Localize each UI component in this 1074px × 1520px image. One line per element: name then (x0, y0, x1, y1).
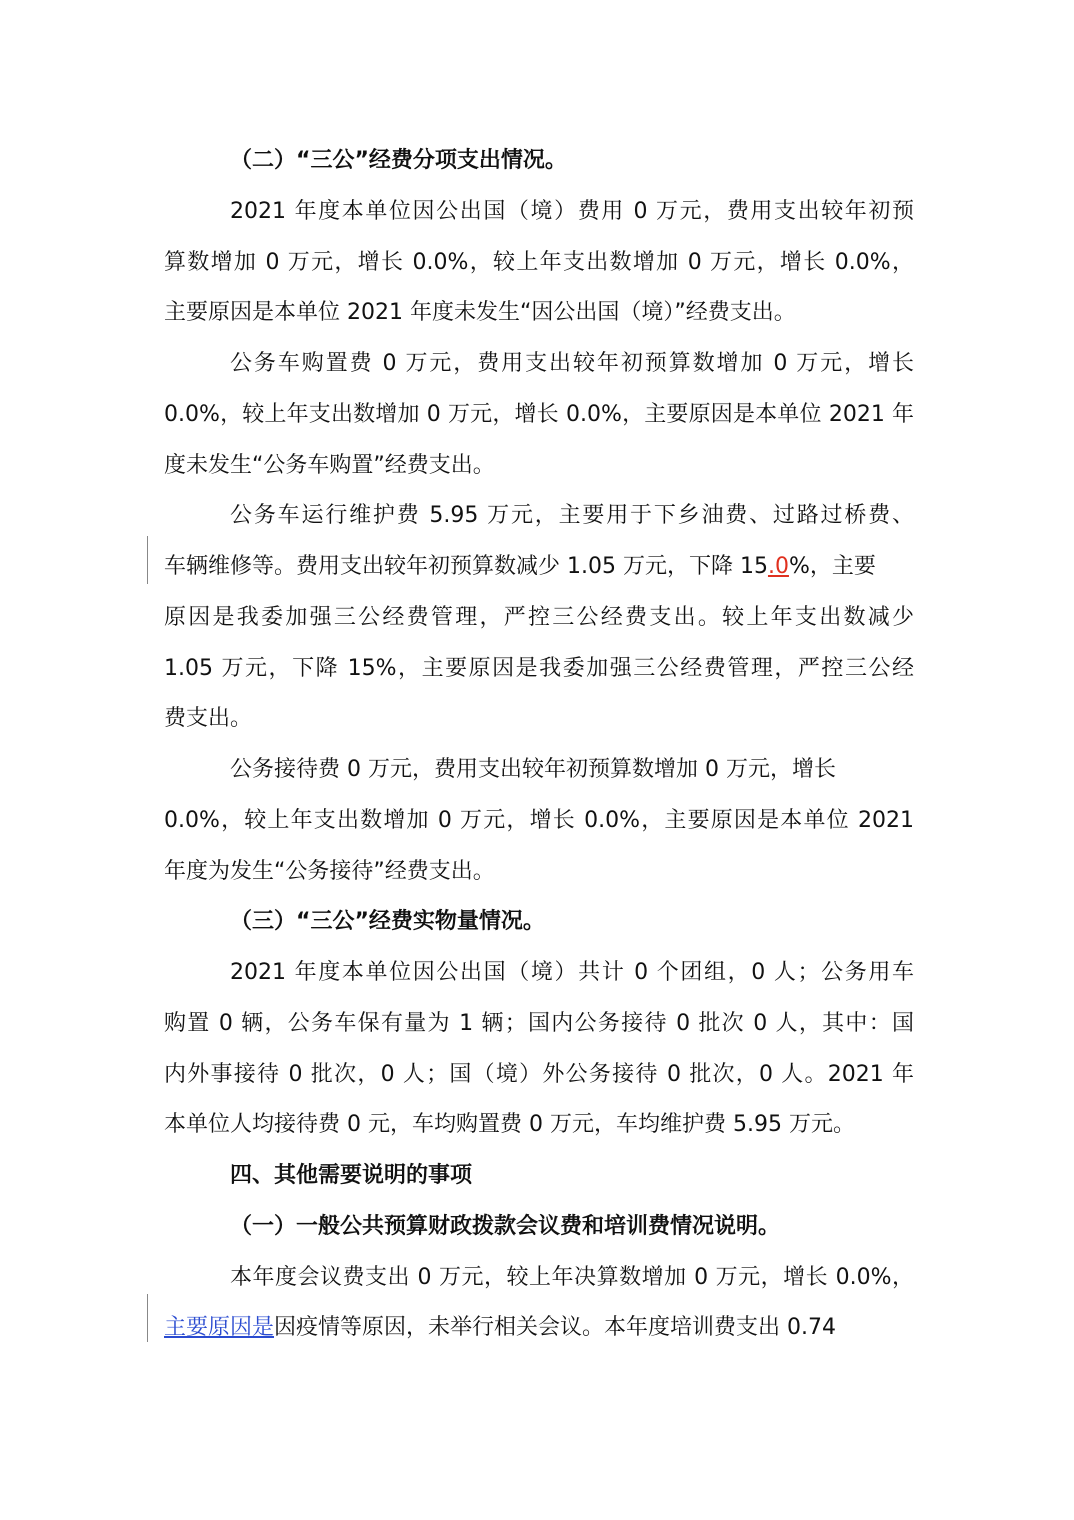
section-heading-physical-quantity: （三）“三公”经费实物量情况。 (230, 909, 545, 934)
paragraph-line: 本年度会议费支出 0 万元，较上年决算数增加 0 万元，增长 0.0%， (230, 1265, 914, 1290)
tracked-change-insertion[interactable]: .0 (767, 554, 789, 579)
section-heading-other-matters: 四、其他需要说明的事项 (230, 1163, 473, 1188)
paragraph-line: 度未发生“公务车购置”经费支出。 (164, 453, 495, 478)
paragraph-line: 费支出。 (164, 706, 253, 731)
revision-change-bar (147, 1294, 148, 1342)
paragraph-line: 内外事接待 0 批次，0 人；国（境）外公务接待 0 批次，0 人。2021 年 (164, 1062, 914, 1087)
section-heading-three-public-items: （二）“三公”经费分项支出情况。 (230, 148, 567, 173)
paragraph-line (164, 552, 914, 584)
paragraph-line: 1.05 万元，下降 15%，主要原因是我委加强三公经费管理，严控三公经 (164, 656, 914, 681)
paragraph-line: 本单位人均接待费 0 元，车均购置费 0 万元，车均维护费 5.95 万元。 (164, 1112, 855, 1137)
paragraph-line: 2021 年度本单位因公出国（境）费用 0 万元，费用支出较年初预 (230, 199, 914, 224)
paragraph-text: 车辆维修等。费用支出较年初预算数减少 1.05 万元，下降 15 (164, 554, 768, 579)
paragraph-line (164, 1313, 914, 1345)
paragraph-line: 公务接待费 0 万元，费用支出较年初预算数增加 0 万元，增长 (230, 757, 836, 782)
paragraph-text: %，主要 (788, 554, 876, 579)
paragraph-line: 0.0%，较上年支出数增加 0 万元，增长 0.0%，主要原因是本单位 2021 年 (164, 402, 914, 427)
revision-change-bar (147, 536, 148, 584)
section-heading-meeting-training: （一）一般公共预算财政拨款会议费和培训费情况说明。 (230, 1214, 781, 1239)
paragraph-line: 0.0%，较上年支出数增加 0 万元，增长 0.0%，主要原因是本单位 2021 (164, 808, 914, 833)
paragraph-line: 年度为发生“公务接待”经费支出。 (164, 859, 495, 884)
paragraph-line: 公务车运行维护费 5.95 万元，主要用于下乡油费、过路过桥费、 (230, 503, 914, 528)
paragraph-line: 2021 年度本单位因公出国（境）共计 0 个团组，0 人；公务用车 (230, 960, 914, 985)
paragraph-line: 公务车购置费 0 万元，费用支出较年初预算数增加 0 万元，增长 (230, 351, 914, 376)
paragraph-line: 主要原因是本单位 2021 年度未发生“因公出国（境）”经费支出。 (164, 300, 796, 325)
paragraph-line: 算数增加 0 万元，增长 0.0%，较上年支出数增加 0 万元，增长 0.0%， (164, 250, 914, 275)
paragraph-line: 原因是我委加强三公经费管理，严控三公经费支出。较上年支出数减少 (164, 605, 914, 630)
comment-anchor-link[interactable]: 主要原因是 (164, 1315, 275, 1340)
paragraph-text: 因疫情等原因，未举行相关会议。本年度培训费支出 0.74 (274, 1315, 836, 1340)
paragraph-line: 购置 0 辆，公务车保有量为 1 辆；国内公务接待 0 批次 0 人，其中：国 (164, 1011, 914, 1036)
